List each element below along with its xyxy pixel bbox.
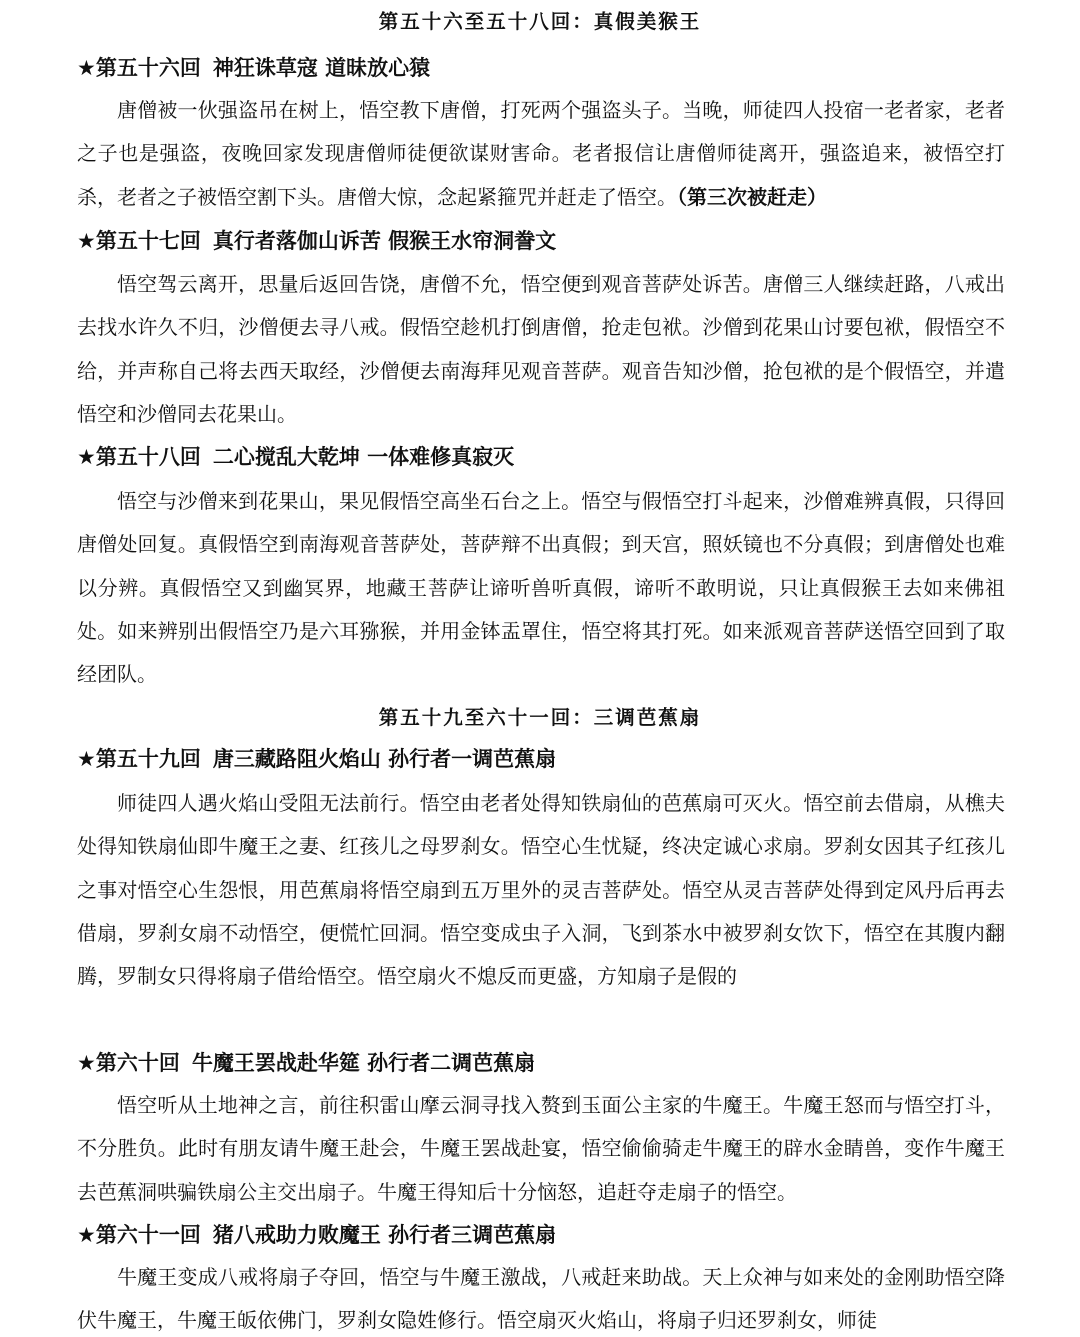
chapter-title: 猪八戒助力败魔王 孙行者三调芭蕉扇 [212,1223,557,1247]
chapter-heading [77,746,1037,772]
chapter-heading [77,1050,1037,1076]
chapter-heading [77,55,1037,81]
chapter-heading [77,228,1037,254]
chapter-heading [77,444,1037,470]
summary-note: （第三次被赶走） [677,184,827,209]
chapter-number: ★第五十八回 [77,445,201,469]
chapter-summary: 师徒四人遇火焰山受阻无法前行。悟空由老者处得知铁扇仙的芭蕉扇可灭火。悟空前去借扇，从樵夫处得知铁扇仙即牛魔王之妻、红孩儿之母罗刹女。悟空心生忧疑，终决定诚心求扇。罗刹女因其子红孩儿之事对悟空心生怨恨，用芭蕉扇将悟空扇到五万里外的灵吉菩萨处。悟空从灵吉菩萨处得到定风丹后再去借扇，罗刹女扇不动悟空，便慌忙回洞。悟空变成虫子入洞，飞到茶水中被罗刹女饮下，悟空在其腹内翻腾，罗制女只得将扇子借给悟空。悟空扇火不熄反而更盛，方知扇子是假的 [77,791,1005,989]
chapter-title: 真行者落伽山诉苦 假猴王水帘洞誊文 [212,229,557,253]
chapter-number: ★第五十九回 [77,747,201,771]
section-title: 第五十六至五十八回：真假美猴王 [378,10,702,33]
chapter-summary: 悟空听从土地神之言，前往积雷山摩云洞寻找入赘到玉面公主家的牛魔王。牛魔王怒而与悟空打斗，不分胜负。此时有朋友请牛魔王赴会，牛魔王罢战赴宴，悟空偷偷骑走牛魔王的辟水金睛兽，变作牛魔王去芭蕉洞哄骗铁扇公主交出扇子。牛魔王得知后十分恼怒，追赶夺走扇子的悟空。 [77,1093,1005,1204]
chapter-title: 二心搅乱大乾坤 一体难修真寂灭 [212,445,515,469]
section-title: 第五十九至六十一回：三调芭蕉扇 [378,706,702,729]
chapter-summary: 牛魔王变成八戒将扇子夺回，悟空与牛魔王激战，八戒赶来助战。天上众神与如来处的金刚助悟空降伏牛魔王，牛魔王皈依佛门，罗刹女隐姓修行。悟空扇灭火焰山，将扇子归还罗刹女，师徒 [77,1265,1005,1333]
chapter-number: ★第六十回 [77,1051,180,1075]
chapter-number: ★第六十一回 [77,1223,201,1247]
chapter-number: ★第五十七回 [77,229,201,253]
summary-text: 唐僧被一伙强盗吊在树上，悟空教下唐僧，打死两个强盗头子。当晚，师徒四人投宿一老者家，老者之子也是强盗，夜晚回家发现唐僧师徒便欲谋财害命。老者报信让唐僧师徒离开，强盗追来，被悟空打杀，老者之子被悟空割下头。唐僧大惊，念起紧箍咒并赶走了悟空。 [77,98,1005,209]
chapter-summary: 悟空与沙僧来到花果山，果见假悟空高坐石台之上。悟空与假悟空打斗起来，沙僧难辨真假，只得回唐僧处回复。真假悟空到南海观音菩萨处，菩萨辩不出真假；到天宫，照妖镜也不分真假；到唐僧处也难以分辨。真假悟空又到幽冥界，地藏王菩萨让谛听兽听真假，谛听不敢明说，只让真假猴王去如来佛祖处。如来辨别出假悟空乃是六耳猕猴，并用金钵盂罩住，悟空将其打死。如来派观音菩萨送悟空回到了取经团队。 [77,489,1005,687]
chapter-title: 唐三藏路阻火焰山 孙行者一调芭蕉扇 [212,747,557,771]
chapter-summary [77,89,1005,219]
chapter-title: 牛魔王罢战赴华筵 孙行者二调芭蕉扇 [191,1051,536,1075]
chapter-title: 神狂诛草寇 道昧放心猿 [212,56,431,80]
chapter-heading [77,1222,1037,1248]
chapter-number: ★第五十六回 [77,56,201,80]
chapter-summary: 悟空驾云离开，思量后返回告饶，唐僧不允，悟空便到观音菩萨处诉苦。唐僧三人继续赶路，八戒出去找水许久不归，沙僧便去寻八戒。假悟空趁机打倒唐僧，抢走包袱。沙僧到花果山讨要包袱，假悟空不给，并声称自己将去西天取经，沙僧便去南海拜见观音菩萨。观音告知沙僧，抢包袱的是个假悟空，并遣悟空和沙僧同去花果山。 [77,272,1005,426]
